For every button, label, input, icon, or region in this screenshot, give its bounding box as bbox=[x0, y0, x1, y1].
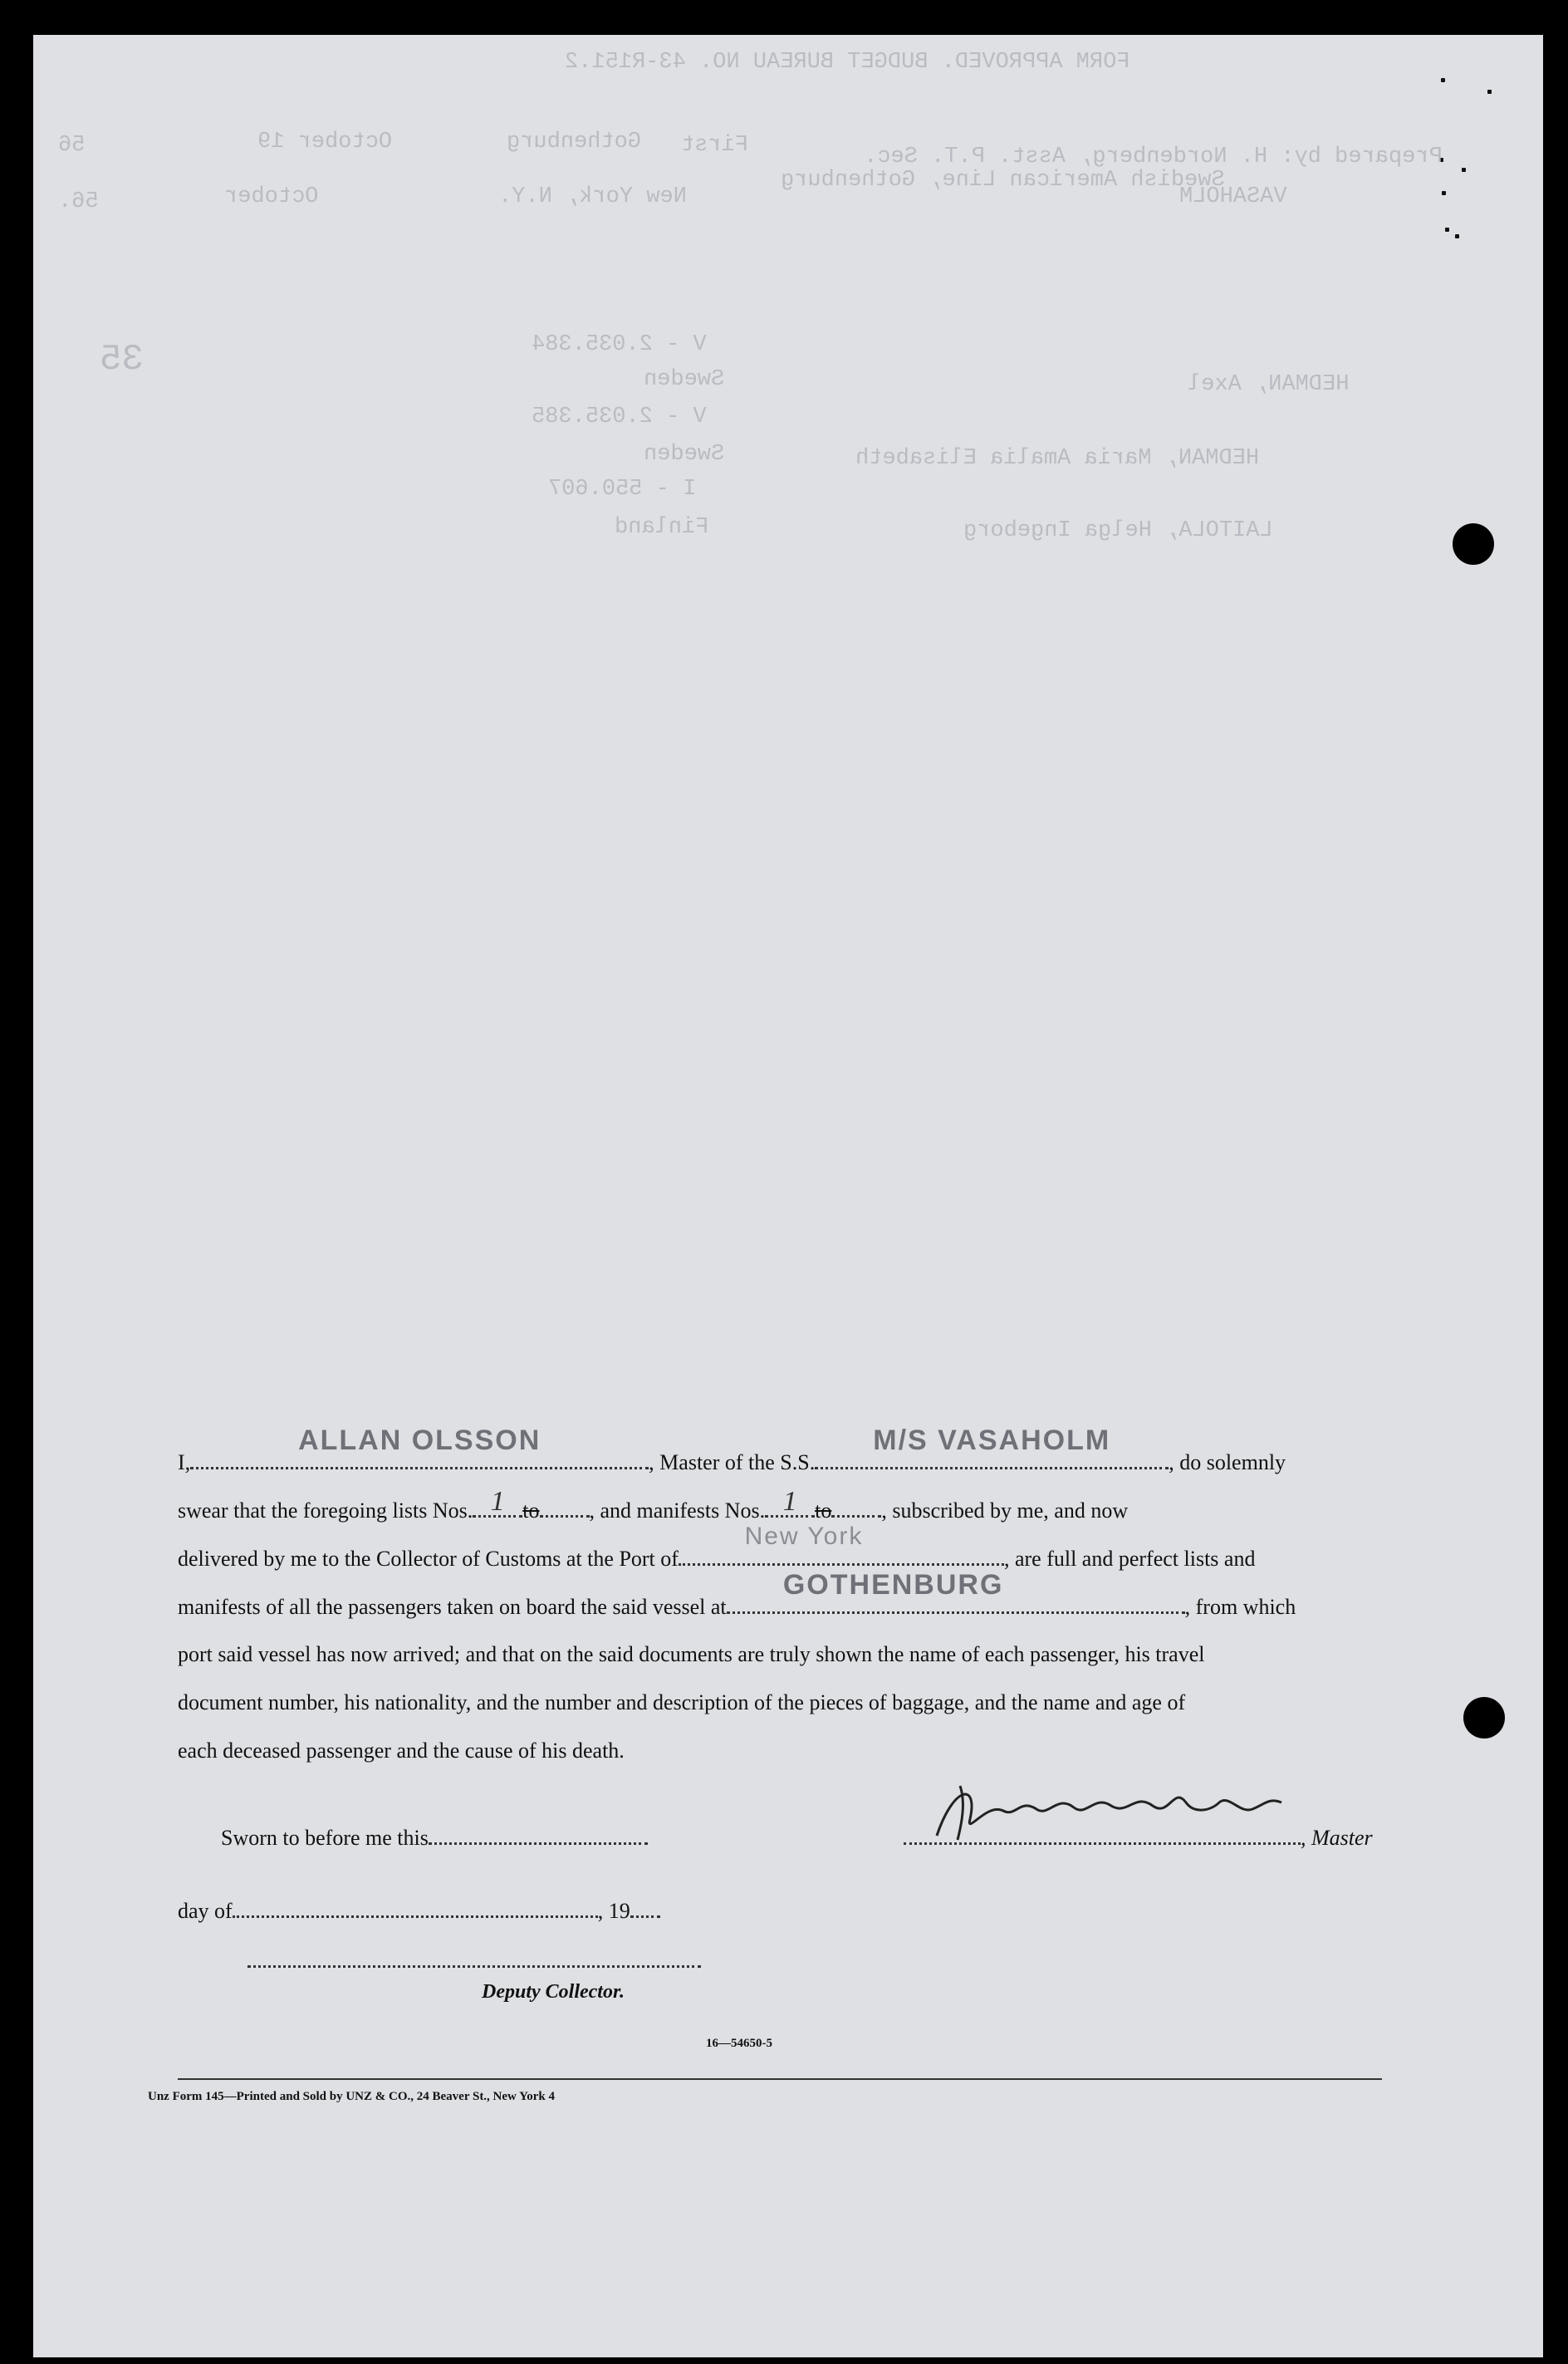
punch-hole-bottom bbox=[1463, 1697, 1505, 1739]
speck bbox=[1445, 228, 1449, 232]
bleed-port-from: Gothenburg bbox=[507, 130, 642, 154]
lists-to-struck: to bbox=[522, 1498, 540, 1523]
imprint: Unz Form 145—Printed and Sold by UNZ & CO., 24 Beaver St., New York 4 bbox=[148, 2090, 555, 2103]
bleed-page-number: 35 bbox=[100, 339, 144, 380]
sworn-line bbox=[221, 1819, 648, 1856]
manifests-to-field bbox=[831, 1492, 881, 1518]
oath-text: , and manifests Nos. bbox=[589, 1498, 766, 1523]
bleed-date-to: October bbox=[224, 184, 319, 209]
document-page bbox=[33, 35, 1543, 2357]
oath-text: , from which bbox=[1184, 1595, 1296, 1619]
oath-line-7: each deceased passenger and the cause of his death. bbox=[178, 1739, 625, 1763]
master-label: , Master bbox=[1301, 1826, 1373, 1850]
speck bbox=[1455, 234, 1459, 238]
sworn-label: Sworn to before me this bbox=[221, 1826, 429, 1850]
bleed-class: First bbox=[681, 133, 749, 158]
sworn-date-field bbox=[429, 1819, 648, 1845]
ship-name-field bbox=[815, 1425, 1169, 1469]
lists-to-field bbox=[540, 1492, 590, 1518]
master-name-stamp: ALLAN OLSSON bbox=[298, 1425, 541, 1456]
oath-text: , do solemnly bbox=[1169, 1450, 1286, 1474]
deputy-label: Deputy Collector. bbox=[482, 1981, 625, 2003]
bleed-prepared-by: Prepared by: H. Nordenberg, Asst. P.T. Sec. bbox=[864, 145, 1443, 169]
footer-rule bbox=[178, 2078, 1382, 2080]
year-field bbox=[630, 1892, 660, 1918]
deputy-line bbox=[247, 1942, 701, 1979]
oath-text: I, bbox=[178, 1450, 191, 1474]
bleed-agency: Swedish American Line, Gothenburg bbox=[781, 168, 1225, 193]
day-of-field bbox=[233, 1892, 598, 1918]
speck bbox=[1462, 168, 1466, 172]
bleed-passenger-name: HEDMAN, Axel bbox=[1188, 372, 1350, 397]
bleed-ship: VASAHOLM bbox=[1179, 184, 1287, 209]
lists-from-field bbox=[473, 1486, 522, 1518]
manifests-from-value: 1 bbox=[782, 1486, 797, 1517]
bleed-passenger-nationality: Finland bbox=[615, 515, 709, 540]
day-of-label: day of bbox=[178, 1899, 233, 1923]
bleed-passenger-name: HEDMAN, Maria Amalia Elisabeth bbox=[855, 446, 1260, 471]
bleed-year-from: 56 bbox=[58, 133, 86, 158]
bleed-passenger-doc: I - 550.607 bbox=[548, 477, 697, 502]
deputy-signature-field bbox=[247, 1942, 701, 1968]
oath-line-1 bbox=[178, 1425, 1286, 1480]
speck bbox=[1442, 191, 1446, 195]
manifests-to-struck: to bbox=[815, 1498, 832, 1523]
day-of-line bbox=[178, 1892, 660, 1929]
bleed-passenger-nationality: Sweden bbox=[644, 442, 725, 467]
port-of-departure-stamp: GOTHENBURG bbox=[782, 1569, 1004, 1601]
bleed-date-from: October 19 bbox=[257, 130, 393, 154]
bleed-passenger-name: LAITOLA, Helga Ingeborg bbox=[963, 518, 1273, 543]
speck bbox=[1487, 90, 1492, 94]
form-code: 16—54650-5 bbox=[706, 2037, 772, 2050]
port-of-departure-field bbox=[727, 1569, 1185, 1614]
master-name-field bbox=[190, 1425, 649, 1469]
ship-name-stamp: M/S VASAHOLM bbox=[873, 1425, 1111, 1456]
oath-line-5: port said vessel has now arrived; and that on the said documents are truly shown the name of each passenger, his travel bbox=[178, 1642, 1205, 1666]
port-of-arrival-stamp: New York bbox=[744, 1523, 864, 1550]
manifests-from-field bbox=[765, 1486, 815, 1518]
oath-text: swear that the foregoing lists Nos. bbox=[178, 1498, 473, 1523]
lists-from-value: 1 bbox=[490, 1486, 505, 1517]
oath-text: delivered by me to the Collector of Customs at the Port of bbox=[178, 1547, 679, 1571]
speck bbox=[1441, 78, 1445, 82]
oath-line-6: document number, his nationality, and the number and description of the pieces of baggage, and the name and age of bbox=[178, 1690, 1186, 1714]
master-signature-line bbox=[904, 1819, 1373, 1856]
bleed-port-to: New York, N.Y. bbox=[498, 184, 687, 209]
master-signature bbox=[920, 1778, 1286, 1844]
punch-hole-top bbox=[1453, 523, 1494, 565]
oath-text: , are full and perfect lists and bbox=[1003, 1547, 1256, 1571]
oath-text: , Master of the S.S. bbox=[649, 1450, 816, 1474]
port-of-arrival-field bbox=[679, 1523, 1004, 1566]
oath-text: , subscribed by me, and now bbox=[881, 1498, 1129, 1523]
year-label: , 19 bbox=[597, 1899, 630, 1923]
oath-line-4 bbox=[178, 1569, 1296, 1625]
bleed-header-line: FORM APPROVED. BUDGET BUREAU NO. 43-R151.2 bbox=[565, 50, 1130, 75]
bleed-passenger-nationality: Sweden bbox=[644, 367, 725, 392]
bleed-passenger-doc: V - 2.035.385 bbox=[532, 405, 707, 429]
bleed-year-to: 56. bbox=[58, 189, 99, 214]
master-signature-field bbox=[904, 1819, 1301, 1845]
bleed-passenger-doc: V - 2.035.384 bbox=[532, 332, 707, 357]
oath-text: manifests of all the passengers taken on board the said vessel at bbox=[178, 1595, 727, 1619]
